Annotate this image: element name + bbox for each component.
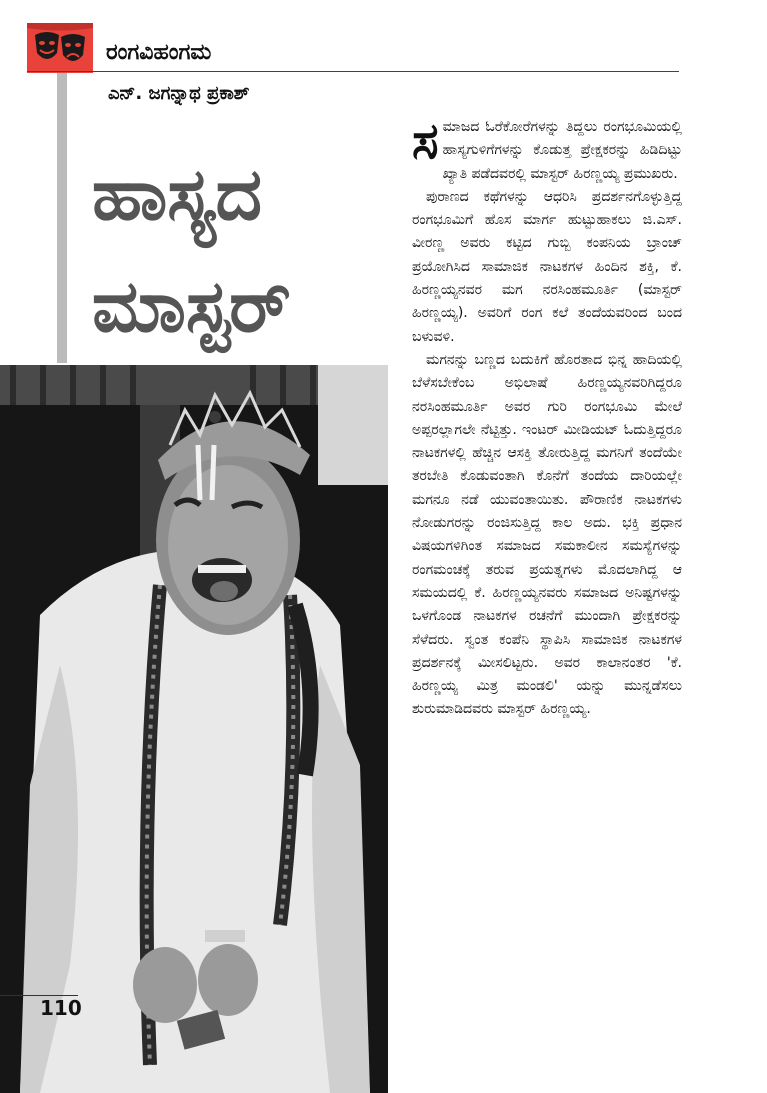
accent-bar <box>57 73 67 363</box>
author-byline: ಎನ್. ಜಗನ್ನಾಥ ಪ್ರಕಾಶ್ <box>108 83 250 104</box>
section-title: ರಂಗವಿಹಂಗಮ <box>106 40 212 65</box>
paragraph: ಪುರಾಣದ ಕಥೆಗಳನ್ನು ಆಧರಿಸಿ ಪ್ರದರ್ಶನಗೊಳ್ಳುತ್ತಿದ್ದ ರಂಗಭೂಮಿಗೆ ಹೊಸ ಮಾರ್ಗ ಹುಟ್ಟುಹಾಕಲು ಜಿ.ಎಸ್. ವೀರಣ್ಣ ಅವರು ಕಟ್ಟಿದ ಗುಬ್ಬಿ ಕಂಪನಿಯ ಬ್ರಾಂಚ್ ಪ್ರಯೋಗಿಸಿದ ಸಾಮಾಜಿಕ ನಾಟಕಗಳ ಹಿಂದಿನ ಶಕ್ತಿ, ಕೆ. ಹಿರಣ್ಣಯ್ಯನವರ ಮಗ ನರಸಿಂಹಮೂರ್ತಿ (ಮಾಸ್ಟರ್ ಹಿರಣ್ಣಯ್ಯ). ಅವರಿಗೆ ರಂಗ ಕಲೆ ತಂದೆಯವರಿಂದ ಬಂದ ಬಳುವಳಿ. <box>412 188 682 345</box>
article-body <box>412 112 682 722</box>
header-divider <box>27 71 679 72</box>
paragraph <box>412 112 682 186</box>
headline-line-1: ಹಾಸ್ಯದ <box>92 152 262 236</box>
paragraph: ಮಗನನ್ನು ಬಣ್ಣದ ಬದುಕಿಗೆ ಹೊರತಾದ ಭಿನ್ನ ಹಾದಿಯಲ್ಲಿ ಬೆಳೆಸಬೇಕೆಂಬ ಅಭಿಲಾಷೆ ಹಿರಣ್ಣಯ್ಯನವರಿಗಿದ್ದರೂ ನರಸಿಂಹಮೂರ್ತಿ ಅವರ ಗುರಿ ರಂಗಭೂಮಿ ಮೇಲೆ ಅಪ್ಪರಲ್ಲಾಗಲೇ ನೆಟ್ಟಿತ್ತು. ಇಂಟರ್ ಮೀಡಿಯಟ್ ಓದುತ್ತಿದ್ದರೂ ನಾಟಕಗಳಲ್ಲಿ ಹೆಚ್ಚಿನ ಆಸಕ್ತಿ ತೋರುತ್ತಿದ್ದ ಮಗನಿಗೆ ತಂದೆಯೇ ತರಬೇತಿ ಕೊಡುವಂತಾಗಿ ಕೊನೆಗೆ ತಂದೆಯ ದಾರಿಯಲ್ಲೇ ಮಗನೂ ನಡೆ ಯುವಂತಾಯಿತು. ಪೌರಾಣಿಕ ನಾಟಕಗಳು ನೋಡುಗರನ್ನು ರಂಜಿಸುತ್ತಿದ್ದ ಕಾಲ ಅದು. ಭಕ್ತಿ ಪ್ರಧಾನ ವಿಷಯಗಳಿಗಿಂತ ಸಮಾಜದ ಸಮಕಾಲೀನ ಸಮಸ್ಯೆಗಳನ್ನು ರಂಗಮಂಚಕ್ಕೆ ತರುವ ಪ್ರಯತ್ನಗಳು ಮೊದಲಾಗಿದ್ದ ಆ ಸಮಯದಲ್ಲಿ ಕೆ. ಹಿರಣ್ಣಯ್ಯನವರು ಸಮಾಜದ ಅನಿಷ್ಟಗಳನ್ನು ಒಳಗೊಂಡ ನಾಟಕಗಳ ರಚನೆಗೆ ಮುಂದಾಗಿ ಪ್ರೇಕ್ಷಕರನ್ನು ಸೆಳೆದರು. ಸ್ವಂತ ಕಂಪೆನಿ ಸ್ಥಾಪಿಸಿ ಸಾಮಾಜಿಕ ನಾಟಕಗಳ ಪ್ರದರ್ಶನಕ್ಕೆ ಮೀಸಲಿಟ್ಟರು. ಅವರ ಕಾಲಾನಂತರ 'ಕೆ. ಹಿರಣ್ಣಯ್ಯ ಮಿತ್ರ ಮಂಡಲಿ' ಯನ್ನು ಮುನ್ನಡೆಸಲು ಶುರುಮಾಡಿದವರು ಮಾಸ್ಟರ್ ಹಿರಣ್ಣಯ್ಯ. <box>412 351 682 718</box>
drop-cap: ಸ <box>412 112 439 170</box>
page-number: 110 <box>40 996 82 1020</box>
headline-line-2: ಮಾಸ್ಟರ್ <box>92 264 291 348</box>
portrait-photo <box>0 365 388 1093</box>
paragraph-text: ಮಾಜದ ಓರೆಕೋರೆಗಳನ್ನು ತಿದ್ದಲು ರಂಗಭೂಮಿಯಲ್ಲಿ ಹಾಸ್ಯಗುಳಿಗೆಗಳನ್ನು ಕೊಡುತ್ತ ಪ್ರೇಕ್ಷಕರನ್ನು ಹಿಡಿದಿಟ್ಟು ಖ್ಯಾತಿ ಪಡೆದವರಲ್ಲಿ ಮಾಸ್ಟರ್ ಹಿರಣ್ಣಯ್ಯ ಪ್ರಮುಖರು. <box>442 119 682 182</box>
article-headline <box>92 138 392 362</box>
theatre-masks-icon <box>27 23 93 73</box>
